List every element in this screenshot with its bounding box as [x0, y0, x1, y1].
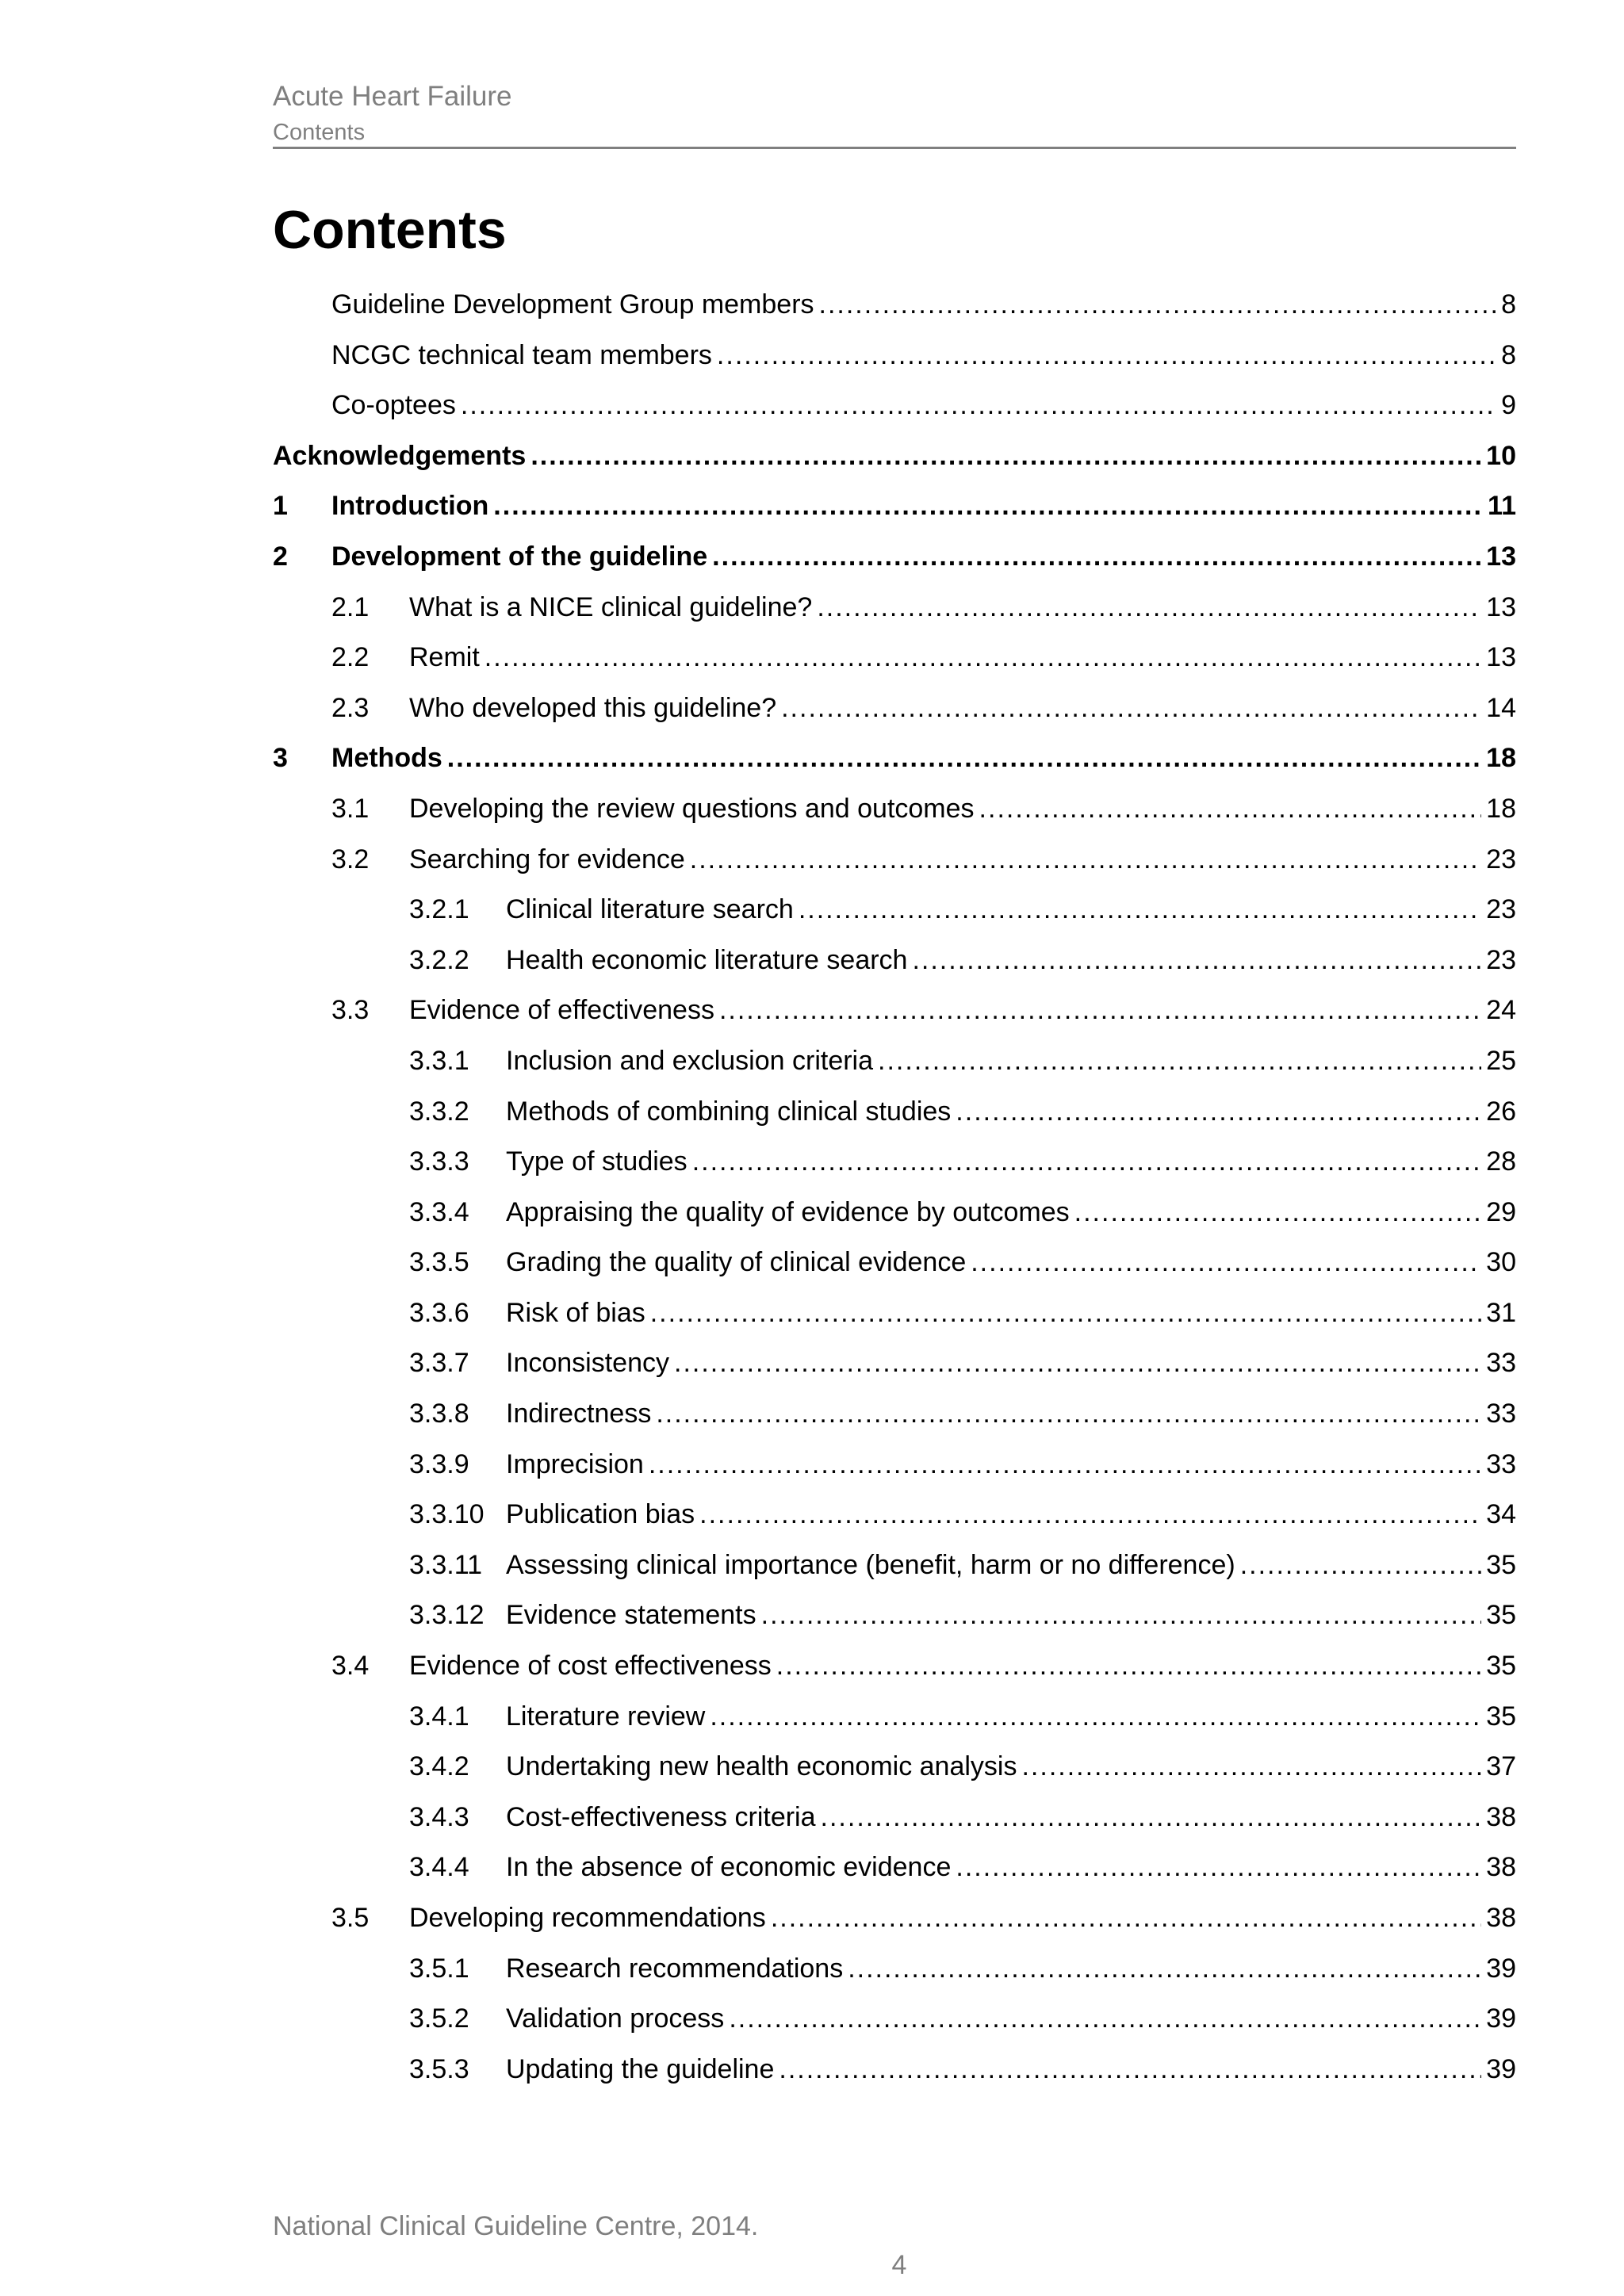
toc-entry[interactable]: [273, 1490, 1516, 1540]
toc-entry-page: 37: [1486, 1751, 1516, 1782]
toc-entry-number: 3.4.3: [409, 1801, 469, 1832]
page-number: 4: [891, 2250, 907, 2280]
toc-entry-page: 25: [1486, 1045, 1516, 1076]
toc-entry-number: 3.3.3: [409, 1146, 469, 1177]
dot-leader: [493, 481, 1483, 532]
toc-entry-number: 3.4.1: [409, 1701, 469, 1732]
toc-entry-page: 33: [1486, 1348, 1516, 1379]
toc-entry-page: 18: [1486, 793, 1516, 824]
dot-leader: [719, 985, 1481, 1036]
dot-leader: [712, 532, 1481, 583]
toc-entry-title: Clinical literature search: [506, 885, 799, 936]
dot-leader: [447, 733, 1481, 784]
toc-entry[interactable]: [273, 683, 1516, 734]
dot-leader: [461, 381, 1496, 431]
toc-entry-number: 3: [273, 743, 288, 774]
toc-entry-page: 8: [1501, 289, 1516, 320]
toc-entry-number: 2.3: [331, 692, 370, 723]
toc-entry-page: 14: [1486, 692, 1516, 723]
dot-leader: [819, 280, 1497, 331]
toc-entry[interactable]: [273, 885, 1516, 936]
toc-entry-page: 11: [1488, 491, 1516, 522]
dot-leader: [848, 1944, 1481, 1995]
toc-entry-number: 3.3.11: [409, 1549, 483, 1580]
toc-entry-number: 3.3.5: [409, 1247, 469, 1278]
toc-entry-title: Introduction: [331, 481, 493, 532]
toc-entry-page: 33: [1486, 1399, 1516, 1429]
toc-entry-page: 9: [1501, 390, 1516, 421]
toc-entry-page: 31: [1486, 1297, 1516, 1328]
toc-entry-number: 3.3.8: [409, 1399, 469, 1429]
toc-entry-page: 35: [1486, 1549, 1516, 1580]
dot-leader: [761, 1590, 1482, 1641]
toc-entry-page: 8: [1501, 339, 1516, 370]
toc-entry-page: 39: [1486, 1953, 1516, 1984]
toc-entry-page: 24: [1486, 995, 1516, 1026]
toc-entry-page: 39: [1486, 2003, 1516, 2034]
toc-entry-title: Acknowledgements: [273, 431, 530, 482]
toc-entry[interactable]: [273, 1994, 1516, 2045]
toc-entry[interactable]: [273, 1590, 1516, 1641]
toc-entry-number: 3.5: [331, 1903, 370, 1933]
dot-leader: [717, 331, 1496, 381]
dot-leader: [779, 2045, 1481, 2095]
toc-entry[interactable]: [273, 1288, 1516, 1339]
toc-entry[interactable]: [273, 784, 1516, 835]
page-title: Contents: [273, 200, 507, 260]
toc-entry-page: 35: [1486, 1651, 1516, 1682]
toc-entry-title: Publication bias: [506, 1490, 699, 1540]
toc-entry-page: 39: [1486, 2053, 1516, 2084]
toc-entry-title: Who developed this guideline?: [409, 683, 781, 734]
dot-leader: [530, 431, 1481, 482]
dot-leader: [674, 1338, 1481, 1389]
toc-entry-title: Co-optees: [331, 381, 461, 431]
toc-entry-title: Type of studies: [506, 1137, 692, 1188]
footer-text: National Clinical Guideline Centre, 2014.: [273, 2211, 759, 2241]
toc-entry[interactable]: [273, 835, 1516, 886]
document-title: Acute Heart Failure: [273, 81, 512, 112]
toc-entry-title: Methods of combining clinical studies: [506, 1087, 956, 1138]
dot-leader: [710, 1692, 1481, 1743]
dot-leader: [878, 1036, 1481, 1087]
toc-entry[interactable]: [273, 1389, 1516, 1440]
toc-entry[interactable]: [273, 733, 1516, 784]
toc-entry-title: Cost-effectiveness criteria: [506, 1793, 821, 1843]
toc-entry-page: 18: [1486, 743, 1516, 774]
toc-entry[interactable]: [273, 481, 1516, 532]
toc-entry-title: Remit: [409, 633, 485, 683]
toc-entry[interactable]: [273, 1137, 1516, 1188]
toc-entry-number: 3.5.3: [409, 2053, 469, 2084]
toc-entry-page: 38: [1486, 1801, 1516, 1832]
toc-entry-title: Inconsistency: [506, 1338, 674, 1389]
toc-entry[interactable]: [273, 1036, 1516, 1087]
dot-leader: [729, 1994, 1481, 2045]
toc-entry-title: Health economic literature search: [506, 936, 912, 986]
toc-entry-number: 3.3.1: [409, 1045, 469, 1076]
toc-entry-number: 3.3.9: [409, 1448, 469, 1479]
toc-entry-title: Undertaking new health economic analysis: [506, 1742, 1021, 1793]
toc-entry-page: 13: [1486, 541, 1516, 572]
toc-entry-title: Appraising the quality of evidence by outcomes: [506, 1188, 1074, 1238]
toc-entry[interactable]: [273, 1440, 1516, 1490]
section-name: Contents: [273, 120, 366, 145]
toc-entry-title: Searching for evidence: [409, 835, 690, 886]
toc-entry-number: 3.2.2: [409, 944, 469, 975]
toc-entry[interactable]: [273, 331, 1516, 381]
header-divider: [273, 147, 1516, 149]
toc-entry-number: 3.3.10: [409, 1499, 485, 1530]
dot-leader: [771, 1893, 1481, 1944]
toc-entry[interactable]: [273, 633, 1516, 683]
toc-entry-title: Inclusion and exclusion criteria: [506, 1036, 878, 1087]
toc-entry[interactable]: [273, 985, 1516, 1036]
dot-leader: [912, 936, 1481, 986]
toc-entry-title: Risk of bias: [506, 1288, 650, 1339]
toc-entry-number: 2.1: [331, 591, 370, 622]
toc-entry[interactable]: [273, 532, 1516, 583]
toc-entry-title: Grading the quality of clinical evidence: [506, 1238, 971, 1288]
toc-entry-number: 3.4.4: [409, 1852, 469, 1883]
toc-entry[interactable]: [273, 1944, 1516, 1995]
toc-entry-page: 35: [1486, 1600, 1516, 1631]
dot-leader: [776, 1641, 1481, 1692]
toc-entry-number: 3.3.12: [409, 1600, 485, 1631]
toc-entry[interactable]: [273, 2045, 1516, 2095]
toc-entry-title: Indirectness: [506, 1389, 656, 1440]
dot-leader: [1240, 1540, 1481, 1591]
dot-leader: [971, 1238, 1481, 1288]
toc-entry-page: 13: [1486, 642, 1516, 673]
toc-entry-number: 3.3.4: [409, 1196, 469, 1227]
toc-entry-title: Evidence of cost effectiveness: [409, 1641, 776, 1692]
toc-entry-number: 3.5.1: [409, 1953, 469, 1984]
toc-entry-page: 10: [1486, 440, 1516, 471]
dot-leader: [649, 1440, 1481, 1490]
toc-entry-title: Imprecision: [506, 1440, 649, 1490]
toc-entry[interactable]: [273, 1087, 1516, 1138]
dot-leader: [650, 1288, 1481, 1339]
toc-entry-page: 29: [1486, 1196, 1516, 1227]
toc-entry-number: 1: [273, 491, 288, 522]
toc-entry[interactable]: [273, 936, 1516, 986]
toc-entry-page: 23: [1486, 894, 1516, 925]
toc-entry-title: Research recommendations: [506, 1944, 848, 1995]
dot-leader: [817, 583, 1481, 633]
toc-entry-title: Updating the guideline: [506, 2045, 779, 2095]
table-of-contents: [273, 280, 1516, 2095]
toc-entry-number: 3.5.2: [409, 2003, 469, 2034]
dot-leader: [692, 1137, 1481, 1188]
toc-entry-page: 33: [1486, 1448, 1516, 1479]
dot-leader: [956, 1843, 1481, 1893]
toc-entry-number: 2: [273, 541, 288, 572]
dot-leader: [699, 1490, 1481, 1540]
toc-entry-title: Assessing clinical importance (benefit, harm or no difference): [506, 1540, 1240, 1591]
toc-entry-number: 3.3.2: [409, 1096, 469, 1127]
toc-entry-number: 3.3: [331, 995, 370, 1026]
toc-entry[interactable]: [273, 1238, 1516, 1288]
toc-entry-page: 35: [1486, 1701, 1516, 1732]
dot-leader: [690, 835, 1481, 886]
toc-entry[interactable]: [273, 381, 1516, 431]
toc-entry-page: 30: [1486, 1247, 1516, 1278]
toc-entry-number: 3.1: [331, 793, 370, 824]
toc-entry-page: 13: [1486, 591, 1516, 622]
toc-entry-title: Evidence of effectiveness: [409, 985, 719, 1036]
toc-entry-title: Methods: [331, 733, 447, 784]
dot-leader: [656, 1389, 1481, 1440]
toc-entry-page: 23: [1486, 844, 1516, 874]
toc-entry-title: Evidence statements: [506, 1590, 761, 1641]
toc-entry-page: 38: [1486, 1903, 1516, 1933]
toc-entry-number: 2.2: [331, 642, 370, 673]
toc-entry-number: 3.4: [331, 1651, 370, 1682]
toc-entry-title: Literature review: [506, 1692, 710, 1743]
toc-entry-number: 3.4.2: [409, 1751, 469, 1782]
toc-entry[interactable]: [273, 1793, 1516, 1843]
toc-entry-title: What is a NICE clinical guideline?: [409, 583, 817, 633]
toc-entry[interactable]: [273, 1540, 1516, 1591]
toc-entry[interactable]: [273, 1692, 1516, 1743]
toc-entry[interactable]: [273, 431, 1516, 482]
toc-entry[interactable]: [273, 280, 1516, 331]
dot-leader: [485, 633, 1481, 683]
toc-entry-page: 34: [1486, 1499, 1516, 1530]
toc-entry-title: Development of the guideline: [331, 532, 712, 583]
toc-entry-title: In the absence of economic evidence: [506, 1843, 956, 1893]
dot-leader: [799, 885, 1481, 936]
toc-entry[interactable]: [273, 1188, 1516, 1238]
toc-entry[interactable]: [273, 1641, 1516, 1692]
toc-entry[interactable]: [273, 1893, 1516, 1944]
toc-entry-number: 3.3.6: [409, 1297, 469, 1328]
dot-leader: [1021, 1742, 1481, 1793]
toc-entry[interactable]: [273, 1338, 1516, 1389]
toc-entry-title: NCGC technical team members: [331, 331, 717, 381]
toc-entry[interactable]: [273, 583, 1516, 633]
dot-leader: [1074, 1188, 1482, 1238]
toc-entry-title: Validation process: [506, 1994, 729, 2045]
toc-entry-title: Guideline Development Group members: [331, 280, 819, 331]
dot-leader: [781, 683, 1481, 734]
toc-entry-page: 28: [1486, 1146, 1516, 1177]
toc-entry[interactable]: [273, 1742, 1516, 1793]
toc-entry-page: 23: [1486, 944, 1516, 975]
toc-entry-number: 3.3.7: [409, 1348, 469, 1379]
toc-entry-title: Developing recommendations: [409, 1893, 771, 1944]
toc-entry-title: Developing the review questions and outcomes: [409, 784, 979, 835]
dot-leader: [821, 1793, 1482, 1843]
dot-leader: [956, 1087, 1481, 1138]
toc-entry-page: 38: [1486, 1852, 1516, 1883]
running-header: [273, 76, 1516, 147]
toc-entry[interactable]: [273, 1843, 1516, 1893]
toc-entry-page: 26: [1486, 1096, 1516, 1127]
toc-entry-number: 3.2: [331, 844, 370, 874]
dot-leader: [979, 784, 1482, 835]
toc-entry-number: 3.2.1: [409, 894, 469, 925]
